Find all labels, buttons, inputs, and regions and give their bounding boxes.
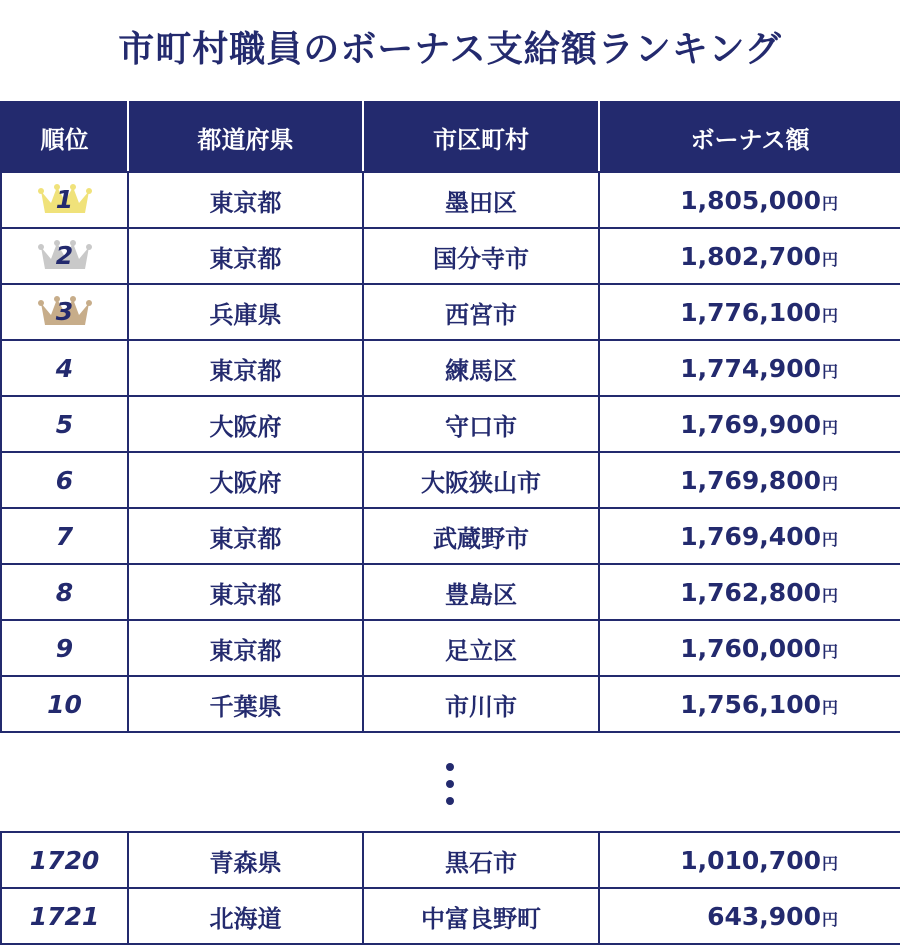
rank-number: 6 xyxy=(55,465,74,495)
table-row xyxy=(1,832,900,888)
city-cell: 足立区 xyxy=(363,620,599,676)
yen-unit: 円 xyxy=(821,585,838,605)
amount-value: 1,010,700 xyxy=(680,845,821,875)
prefecture-cell: 東京都 xyxy=(128,172,363,228)
yen-unit: 円 xyxy=(821,249,838,269)
table-row xyxy=(1,396,900,452)
amount-cell xyxy=(599,172,900,228)
prefecture-cell: 東京都 xyxy=(128,564,363,620)
table-row xyxy=(1,284,900,340)
rank-cell xyxy=(1,452,128,508)
prefecture-cell: 東京都 xyxy=(128,508,363,564)
amount-cell xyxy=(599,508,900,564)
prefecture-cell: 東京都 xyxy=(128,620,363,676)
table-row xyxy=(1,228,900,284)
rank-number: 1720 xyxy=(29,845,100,875)
rank-cell xyxy=(1,832,128,888)
rank-number: 2 xyxy=(55,241,74,270)
rank-cell xyxy=(1,228,128,284)
rank-cell xyxy=(1,284,128,340)
amount-cell xyxy=(599,284,900,340)
city-cell: 豊島区 xyxy=(363,564,599,620)
city-cell: 市川市 xyxy=(363,676,599,732)
rank-cell xyxy=(1,564,128,620)
rank-cell xyxy=(1,396,128,452)
table-row xyxy=(1,508,900,564)
city-cell: 中富良野町 xyxy=(363,888,599,944)
city-cell: 墨田区 xyxy=(363,172,599,228)
rank-number: 5 xyxy=(55,409,74,439)
prefecture-cell: 兵庫県 xyxy=(128,284,363,340)
yen-unit: 円 xyxy=(821,305,838,325)
amount-value: 1,805,000 xyxy=(680,185,821,215)
rank-cell xyxy=(1,172,128,228)
city-cell: 武蔵野市 xyxy=(363,508,599,564)
yen-unit: 円 xyxy=(821,361,838,381)
table-row xyxy=(1,172,900,228)
amount-value: 1,756,100 xyxy=(680,689,821,719)
rank-cell xyxy=(1,620,128,676)
city-cell: 大阪狭山市 xyxy=(363,452,599,508)
header-row xyxy=(1,102,900,172)
prefecture-cell: 東京都 xyxy=(128,340,363,396)
rank-number: 1 xyxy=(55,185,74,214)
amount-value: 1,769,800 xyxy=(680,465,821,495)
city-cell: 黒石市 xyxy=(363,832,599,888)
rank-number: 1721 xyxy=(29,901,100,931)
rank-cell xyxy=(1,340,128,396)
amount-value: 1,769,900 xyxy=(680,409,821,439)
rank-number: 9 xyxy=(55,633,74,663)
amount-value: 1,802,700 xyxy=(680,241,821,271)
city-cell: 国分寺市 xyxy=(363,228,599,284)
ranking-table-bottom xyxy=(0,831,900,945)
amount-cell xyxy=(599,832,900,888)
amount-value: 1,760,000 xyxy=(680,633,821,663)
yen-unit: 円 xyxy=(821,641,838,661)
rank-number: 8 xyxy=(55,577,74,607)
city-cell: 西宮市 xyxy=(363,284,599,340)
table-row xyxy=(1,676,900,732)
amount-cell xyxy=(599,340,900,396)
crown-badge xyxy=(35,295,95,329)
prefecture-cell: 青森県 xyxy=(128,832,363,888)
amount-cell xyxy=(599,396,900,452)
amount-cell xyxy=(599,564,900,620)
rank-number: 4 xyxy=(55,353,74,383)
amount-value: 1,776,100 xyxy=(680,297,821,327)
header-rank: 順位 xyxy=(1,102,128,172)
yen-unit: 円 xyxy=(821,909,838,929)
table-row xyxy=(1,620,900,676)
crown-badge xyxy=(35,239,95,273)
ranking-table xyxy=(0,101,900,733)
table-row xyxy=(1,888,900,944)
ellipsis-dots xyxy=(441,763,459,823)
prefecture-cell: 東京都 xyxy=(128,228,363,284)
header-city: 市区町村 xyxy=(363,102,599,172)
amount-cell xyxy=(599,676,900,732)
prefecture-cell: 大阪府 xyxy=(128,452,363,508)
rank-number: 3 xyxy=(55,297,74,326)
rank-cell xyxy=(1,888,128,944)
amount-value: 1,769,400 xyxy=(680,521,821,551)
amount-cell xyxy=(599,228,900,284)
yen-unit: 円 xyxy=(821,193,838,213)
yen-unit: 円 xyxy=(821,529,838,549)
yen-unit: 円 xyxy=(821,417,838,437)
table-row xyxy=(1,564,900,620)
yen-unit: 円 xyxy=(821,473,838,493)
prefecture-cell: 大阪府 xyxy=(128,396,363,452)
yen-unit: 円 xyxy=(821,697,838,717)
table-row xyxy=(1,452,900,508)
amount-value: 643,900 xyxy=(707,901,821,931)
crown-badge xyxy=(35,183,95,217)
header-prefecture: 都道府県 xyxy=(128,102,363,172)
prefecture-cell: 千葉県 xyxy=(128,676,363,732)
rank-number: 10 xyxy=(47,689,82,719)
amount-value: 1,774,900 xyxy=(680,353,821,383)
table-row xyxy=(1,340,900,396)
yen-unit: 円 xyxy=(821,853,838,873)
header-bonus: ボーナス額 xyxy=(599,102,900,172)
rank-cell xyxy=(1,676,128,732)
amount-cell xyxy=(599,888,900,944)
rank-number: 7 xyxy=(55,521,74,551)
city-cell: 練馬区 xyxy=(363,340,599,396)
page-title: 市町村職員のボーナス支給額ランキング xyxy=(118,29,782,70)
amount-cell xyxy=(599,620,900,676)
amount-cell xyxy=(599,452,900,508)
rank-cell xyxy=(1,508,128,564)
prefecture-cell: 北海道 xyxy=(128,888,363,944)
amount-value: 1,762,800 xyxy=(680,577,821,607)
city-cell: 守口市 xyxy=(363,396,599,452)
